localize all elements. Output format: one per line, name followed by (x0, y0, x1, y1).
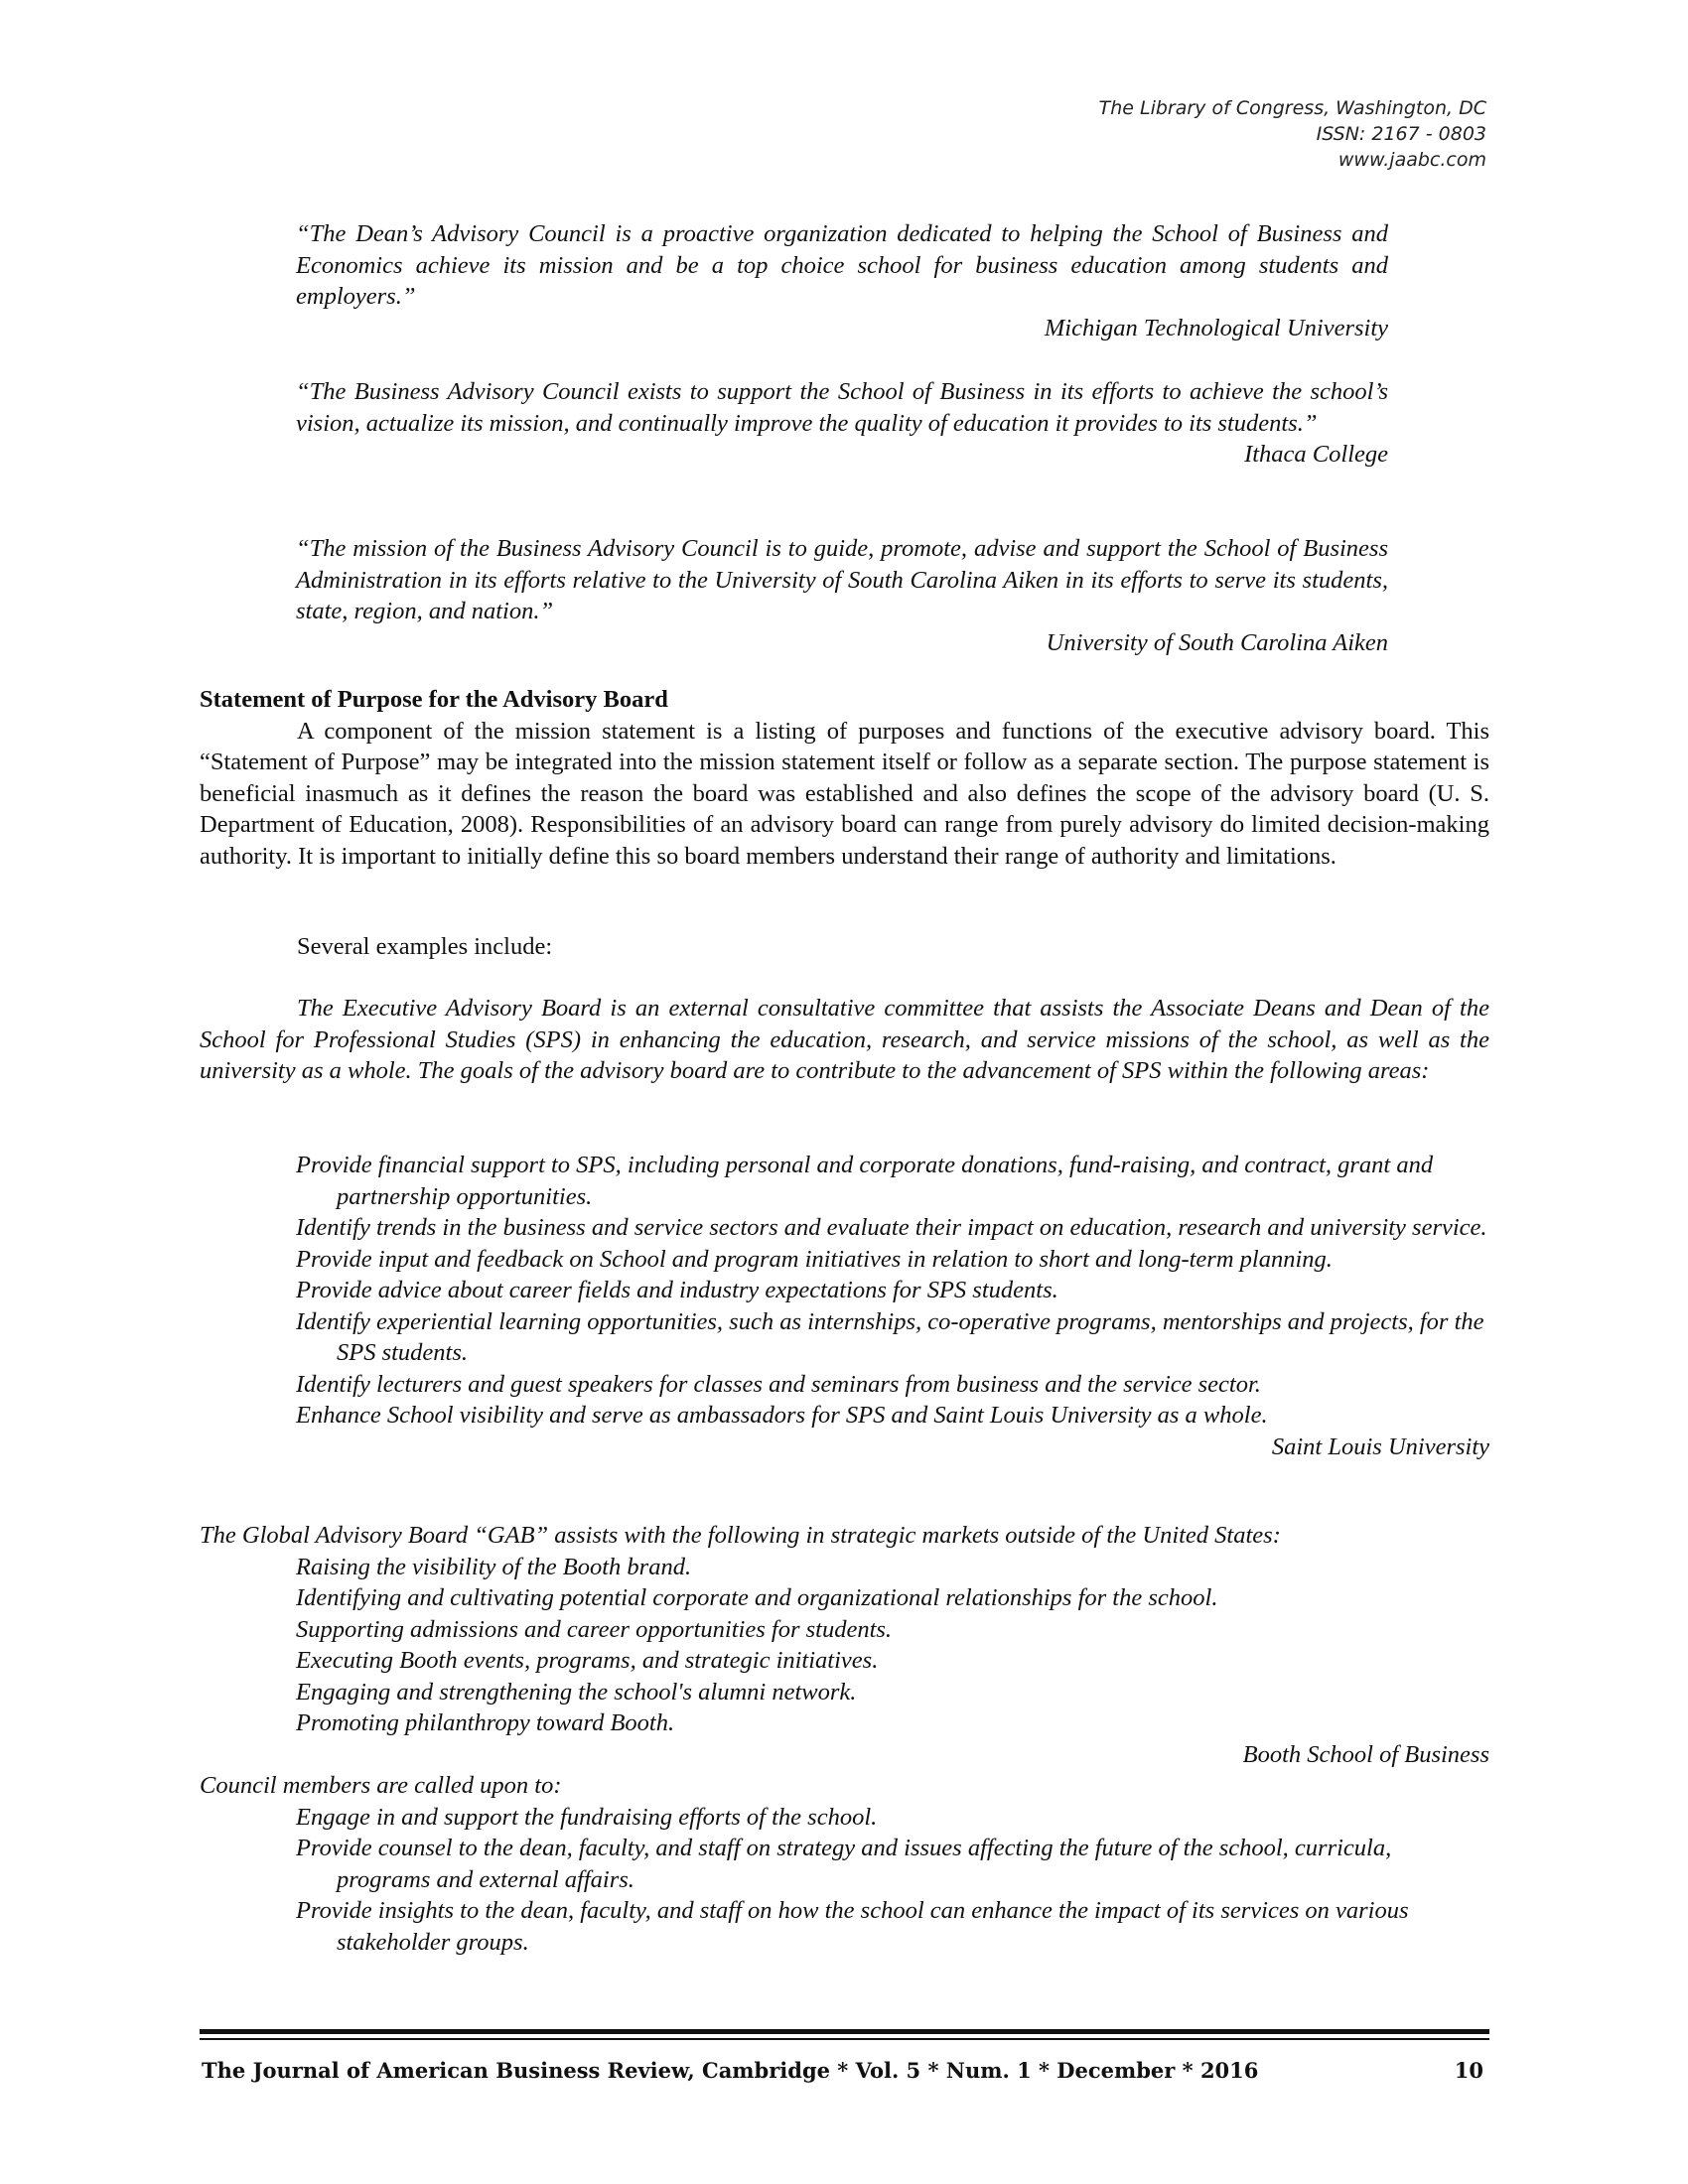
section-heading: Statement of Purpose for the Advisory Board (200, 686, 668, 713)
list-item: Promoting philanthropy toward Booth. (296, 1709, 675, 1736)
quote-block (296, 376, 1388, 471)
footer-journal: The Journal of American Business Review, Cambridge * Vol. 5 * Num. 1 * December * 2016 (202, 2058, 1259, 2083)
booth-list (200, 1552, 1489, 1739)
list-item: Enhance School visibility and serve as ambassadors for SPS and Saint Louis University as a whole. (296, 1402, 1268, 1429)
quote-source: Ithaca College (1244, 441, 1388, 468)
list-item: Provide insights to the dean, faculty, and staff on how the school can enhance the impact of its services on various stakeholder groups. (296, 1897, 1409, 1956)
list-item: Raising the visibility of the Booth brand. (296, 1553, 692, 1580)
council-list (200, 1802, 1489, 1959)
quote-block (296, 218, 1388, 343)
list-item: Executing Booth events, programs, and strategic initiatives. (296, 1647, 879, 1674)
quote-text: “The Business Advisory Council exists to support the School of Business in its efforts to achieve the school’s vision, actualize its mission, and continually improve the quality of education it provides to its students.” (296, 378, 1388, 437)
quote-text: “The mission of the Business Advisory Council is to guide, promote, advise and support the School of Business Administration in its efforts relative to the University of South Carolina Aiken in its efforts to serve its students, state, region, and nation.” (296, 535, 1388, 624)
list-item: Provide advice about career fields and industry expectations for SPS students. (296, 1277, 1058, 1303)
list-item: Provide financial support to SPS, including personal and corporate donations, fund-raising, and contract, grant and partnership opportunities. (296, 1152, 1434, 1210)
council-intro: Council members are called upon to: (200, 1772, 562, 1799)
slu-intro: The Executive Advisory Board is an external consultative committee that assists the Associate Deans and Dean of the School for Professional Studies (SPS) in enhancing the education, research, and service missions of the school, as well as the university as a whole. The goals of the advisory board are to contribute to the advancement of SPS within the following areas: (200, 995, 1489, 1084)
example-source: Booth School of Business (1242, 1740, 1489, 1768)
list-item: Engaging and strengthening the school's alumni network. (296, 1678, 857, 1706)
examples-intro (200, 931, 1489, 963)
booth-example (200, 1520, 1489, 1770)
quote-source: University of South Carolina Aiken (1046, 628, 1388, 656)
running-header (1099, 95, 1486, 173)
list-item: Provide counsel to the dean, faculty, and staff on strategy and issues affecting the future of the school, curricula, programs and external affairs. (296, 1835, 1392, 1893)
slu-example (200, 993, 1489, 1087)
quote-block (296, 533, 1388, 658)
page-number: 10 (1454, 2058, 1483, 2083)
list-item: Identifying and cultivating potential corporate and organizational relationships for the school. (296, 1584, 1218, 1611)
examples-intro-text: Several examples include: (297, 933, 553, 960)
slu-goals-list (296, 1150, 1489, 1462)
list-item: Supporting admissions and career opportunities for students. (296, 1615, 893, 1643)
quote-text: “The Dean’s Advisory Council is a proactive organization dedicated to helping the School of Business and Economics achieve its mission and be a top choice school for business education among students and employers.” (296, 220, 1388, 310)
booth-intro: The Global Advisory Board “GAB” assists with the following in strategic markets outside of the United States: (200, 1522, 1281, 1549)
header-line-3: www.jaabc.com (1337, 149, 1486, 171)
footer-rule-thick (200, 2029, 1489, 2034)
header-line-1: The Library of Congress, Washington, DC (1098, 97, 1486, 119)
list-item: Identify experiential learning opportunities, such as internships, co-operative programs, mentorships and projects, for the SPS students. (296, 1307, 1484, 1366)
council-example (200, 1770, 1489, 1958)
page-footer (202, 2058, 1489, 2083)
header-line-2: ISSN: 2167 - 0803 (1316, 123, 1486, 145)
footer-rule-thin (200, 2038, 1489, 2040)
list-item: Identify trends in the business and service sectors and evaluate their impact on education, research and university service. (296, 1214, 1487, 1241)
body-paragraph: A component of the mission statement is a listing of purposes and functions of the executive advisory board. This “Statement of Purpose” may be integrated into the mission statement itself or follow as a separate section. The purpose statement is beneficial inasmuch as it defines the reason the board was established and also defines the scope of the advisory board (U. S. Department of Education, 2008). Responsibilities of an advisory board can range from purely advisory do limited decision-making authority. It is important to initially define this so board members understand their range of authority and limitations. (200, 717, 1489, 870)
list-item: Provide input and feedback on School and program initiatives in relation to short and long-term planning. (296, 1245, 1333, 1273)
purpose-section (200, 684, 1489, 872)
quote-source: Michigan Technological University (1044, 314, 1388, 341)
list-item: Identify lecturers and guest speakers for classes and seminars from business and the service sector. (296, 1370, 1261, 1398)
example-source: Saint Louis University (1271, 1433, 1489, 1460)
list-item: Engage in and support the fundraising efforts of the school. (296, 1803, 878, 1831)
